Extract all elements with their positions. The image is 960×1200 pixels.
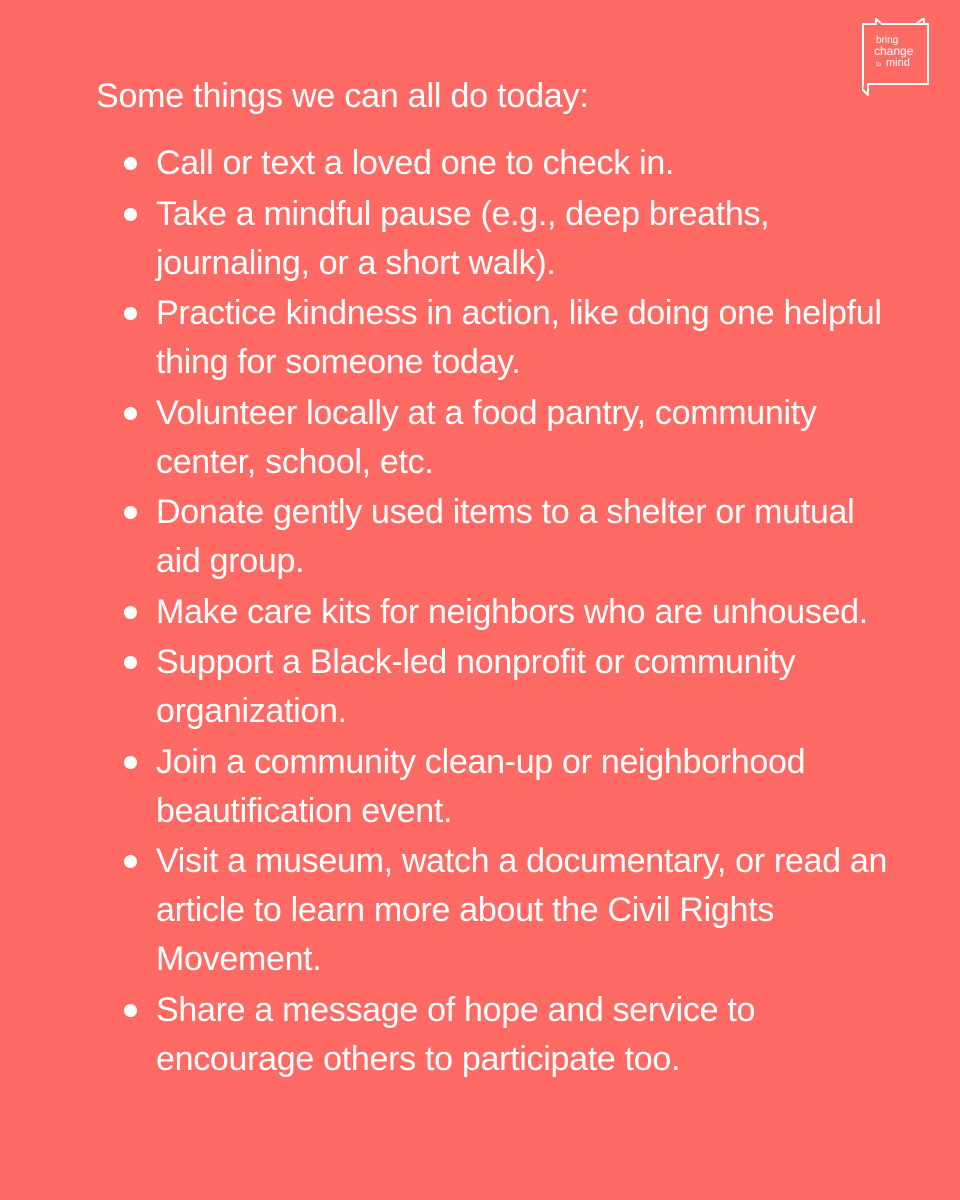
- bullet-dot-icon: [124, 208, 137, 221]
- logo-word-change: change: [874, 44, 914, 58]
- list-item-text: Call or text a loved one to check in.: [156, 144, 675, 182]
- logo-word-mind: mind: [886, 57, 910, 69]
- bullet-dot-icon: [124, 1004, 137, 1017]
- list-item-text: Make care kits for neighbors who are unhoused.: [156, 592, 868, 631]
- action-list: [156, 139, 896, 1085]
- list-item-text: Donate gently used items to a shelter or mutual aid group.: [156, 493, 855, 580]
- list-item: [156, 190, 896, 288]
- bullet-dot-icon: [124, 307, 137, 320]
- logo-word-to: to: [876, 62, 882, 68]
- bullet-dot-icon: [124, 756, 137, 769]
- list-item: [156, 389, 896, 487]
- list-item: [156, 289, 896, 387]
- logo-word-bring: bring: [876, 35, 899, 46]
- list-item: [156, 986, 896, 1084]
- bullet-dot-icon: [124, 407, 137, 420]
- list-item-text: Share a message of hope and service to encourage others to participate too.: [156, 990, 756, 1078]
- list-item-text: Support a Black-led nonprofit or community organization.: [156, 643, 796, 730]
- bullet-dot-icon: [124, 506, 137, 519]
- list-item: [156, 139, 896, 188]
- list-item: [156, 638, 896, 736]
- list-item-text: Practice kindness in action, like doing one helpful thing for someone today.: [156, 294, 882, 381]
- list-item: [156, 738, 896, 836]
- page-heading: Some things we can all do today:: [96, 77, 589, 115]
- list-item-text: Visit a museum, watch a documentary, or read an article to learn more about the Civil Rights Movement.: [156, 842, 888, 978]
- list-item-text: Volunteer locally at a food pantry, community center, school, etc.: [156, 393, 817, 481]
- bullet-dot-icon: [124, 606, 137, 619]
- list-item-text: Join a community clean-up or neighborhood beautification event.: [156, 742, 806, 830]
- bullet-dot-icon: [124, 855, 137, 868]
- list-item: [156, 837, 896, 984]
- bullet-dot-icon: [124, 656, 137, 669]
- bullet-dot-icon: [124, 157, 137, 170]
- list-item-text: Take a mindful pause (e.g., deep breaths, journaling, or a short walk).: [156, 194, 770, 282]
- list-item: [156, 488, 896, 586]
- list-item: [156, 588, 896, 637]
